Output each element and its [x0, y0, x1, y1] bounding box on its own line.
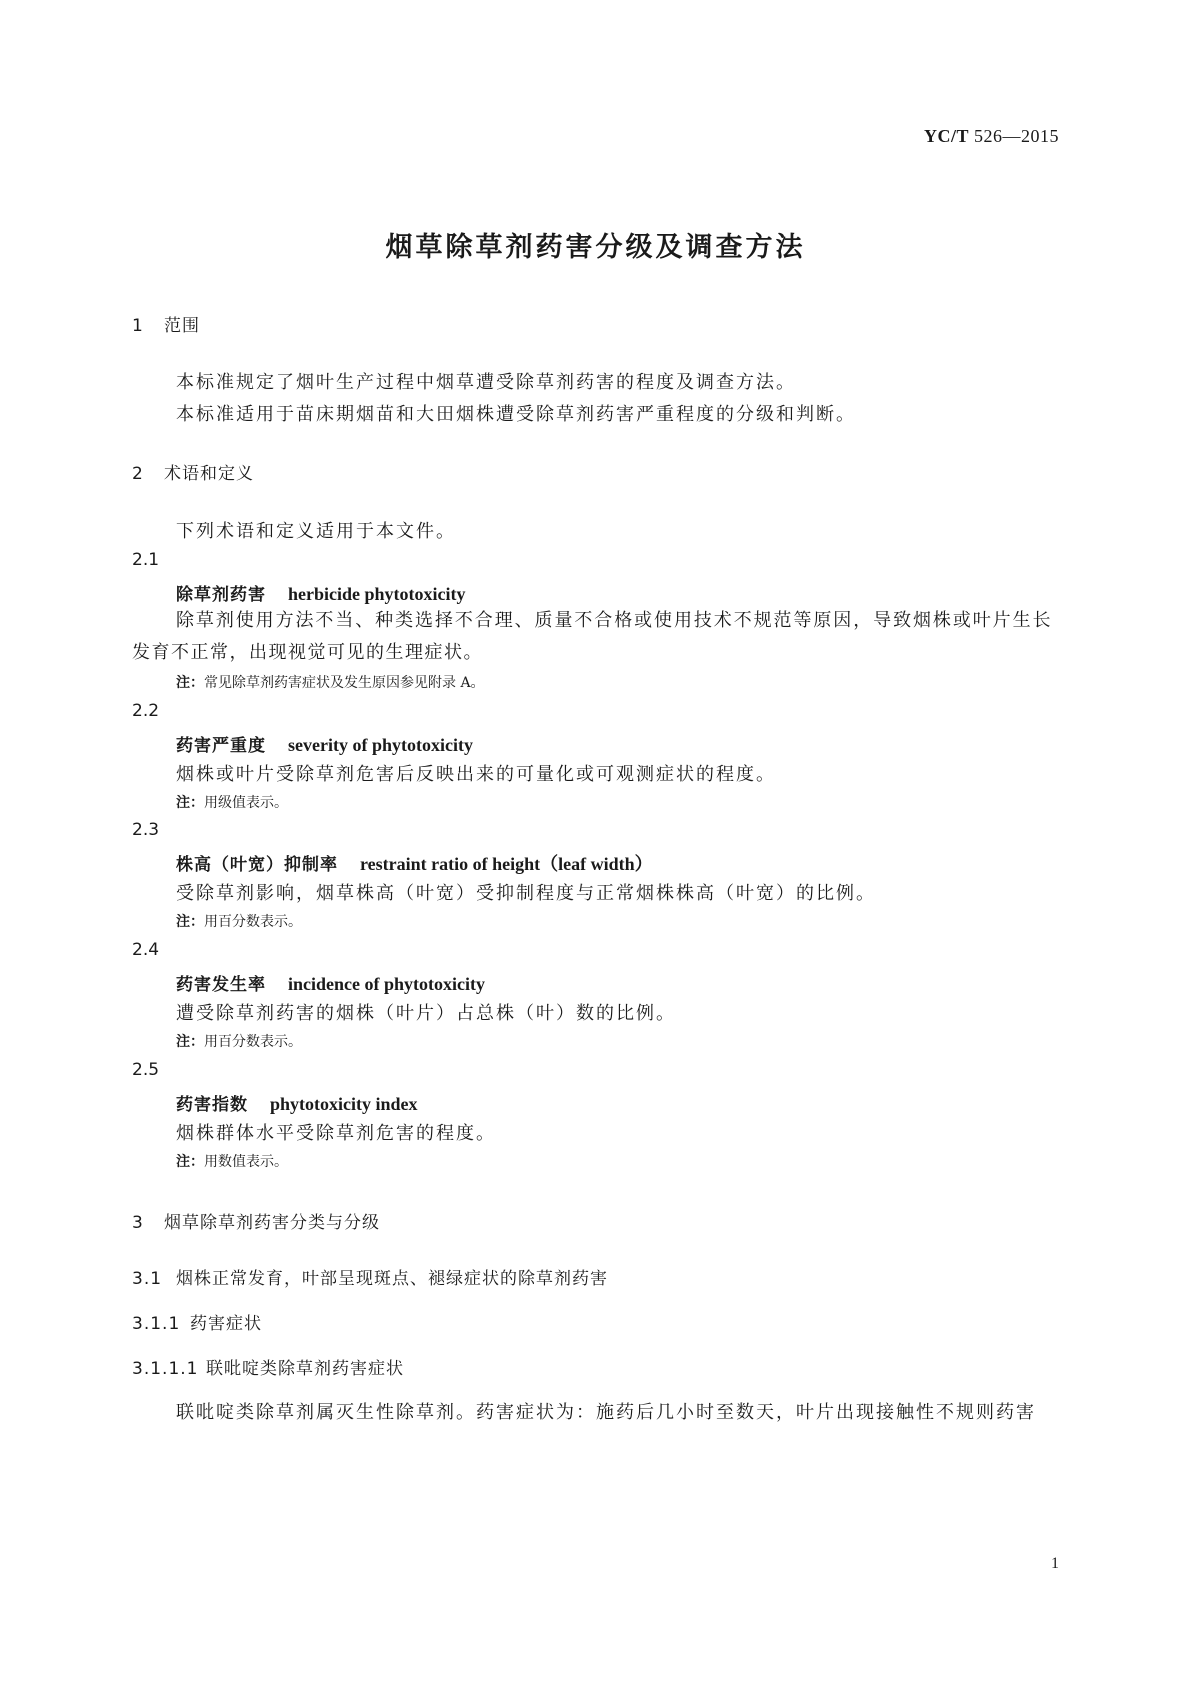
section-1-heading [132, 311, 200, 336]
section-title: 烟草除草剂药害分类与分级 [164, 1213, 380, 1233]
subsection-number: 3.1.1.1 [132, 1359, 199, 1379]
term-note [176, 792, 288, 812]
term-note [176, 1031, 302, 1051]
term-en: restraint ratio of height（leaf width） [360, 854, 653, 874]
term-number: 2.2 [132, 701, 160, 721]
subsection-title: 烟株正常发育，叶部呈现斑点、褪绿症状的除草剂药害 [176, 1269, 608, 1289]
note-label: 注： [176, 1034, 204, 1050]
section-2-intro: 下列术语和定义适用于本文件。 [176, 521, 456, 542]
note-label: 注： [176, 1154, 204, 1170]
term-number: 2.1 [132, 550, 160, 570]
section-1-paragraph-2: 本标准适用于苗床期烟苗和大田烟株遭受除草剂药害严重程度的分级和判断。 [176, 404, 856, 425]
term-zh: 药害严重度 [176, 736, 266, 756]
section-2-heading [132, 459, 254, 484]
term-heading [176, 850, 653, 876]
note-text: 用数值表示。 [204, 1154, 288, 1170]
subsection-3-1-1-heading [132, 1309, 262, 1334]
section-title: 范围 [164, 316, 200, 336]
note-label: 注： [176, 795, 204, 811]
section-1-paragraph-1: 本标准规定了烟叶生产过程中烟草遭受除草剂药害的程度及调查方法。 [176, 372, 796, 393]
term-en: herbicide phytotoxicity [288, 584, 466, 604]
page-number: 1 [1051, 1555, 1059, 1572]
term-en: severity of phytotoxicity [288, 735, 473, 755]
note-text: 用百分数表示。 [204, 1034, 302, 1050]
term-definition: 除草剂使用方法不当、种类选择不合理、质量不合格或使用技术不规范等原因，导致烟株或叶片生长发育不正常，出现视觉可见的生理症状。 [132, 610, 1052, 663]
term-zh: 药害指数 [176, 1095, 248, 1115]
term-number: 2.5 [132, 1060, 160, 1080]
term-en: incidence of phytotoxicity [288, 974, 485, 994]
term-heading [176, 731, 473, 756]
section-number: 2 [132, 464, 144, 484]
section-number: 1 [132, 316, 144, 336]
subsection-title: 药害症状 [190, 1314, 262, 1334]
subsection-3-1-heading [132, 1264, 608, 1289]
term-number: 2.4 [132, 940, 160, 960]
term-definition: 遭受除草剂药害的烟株（叶片）占总株（叶）数的比例。 [176, 1003, 676, 1024]
standard-code-number: 526—2015 [974, 126, 1059, 146]
subsection-3-1-1-1-paragraph: 联吡啶类除草剂属灭生性除草剂。药害症状为：施药后几小时至数天，叶片出现接触性不规则药害 [176, 1402, 1036, 1423]
standard-code [924, 126, 1059, 147]
term-number: 2.3 [132, 820, 160, 840]
standard-code-prefix: YC/T [923, 126, 969, 146]
term-zh: 药害发生率 [176, 975, 266, 995]
note-text: 常见除草剂药害症状及发生原因参见附录 A。 [204, 675, 485, 691]
subsection-number: 3.1.1 [132, 1314, 181, 1334]
term-heading [176, 970, 485, 995]
term-definition: 烟株群体水平受除草剂危害的程度。 [176, 1123, 496, 1144]
section-number: 3 [132, 1213, 144, 1233]
document-title: 烟草除草剂药害分级及调查方法 [385, 232, 806, 263]
note-label: 注： [176, 914, 204, 930]
term-heading [176, 1090, 418, 1115]
subsection-3-1-1-1-heading [132, 1354, 404, 1379]
term-definition: 受除草剂影响，烟草株高（叶宽）受抑制程度与正常烟株株高（叶宽）的比例。 [176, 883, 876, 904]
note-text: 用百分数表示。 [204, 914, 302, 930]
term-definition: 烟株或叶片受除草剂危害后反映出来的可量化或可观测症状的程度。 [176, 764, 776, 785]
term-zh: 株高（叶宽）抑制率 [176, 855, 338, 875]
note-text: 用级值表示。 [204, 795, 288, 811]
subsection-title: 联吡啶类除草剂药害症状 [206, 1359, 404, 1379]
section-3-heading [132, 1208, 380, 1233]
term-note [176, 672, 485, 692]
term-note [176, 911, 302, 931]
section-title: 术语和定义 [164, 464, 254, 484]
term-en: phytotoxicity index [270, 1094, 418, 1114]
subsection-number: 3.1 [132, 1269, 163, 1289]
term-heading [176, 580, 466, 605]
note-label: 注： [176, 675, 204, 691]
term-note [176, 1151, 288, 1171]
term-zh: 除草剂药害 [176, 585, 266, 605]
